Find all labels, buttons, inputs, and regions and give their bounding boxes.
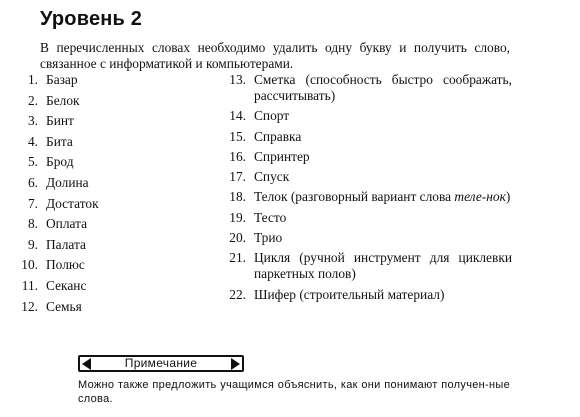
word-list-right <box>222 72 512 307</box>
item-number: 21. <box>229 250 246 266</box>
page-title: Уровень 2 <box>40 8 143 30</box>
item-word: Долина <box>46 174 89 190</box>
list-item <box>222 210 512 226</box>
list-item <box>14 134 214 155</box>
item-word: Достаток <box>46 195 99 211</box>
list-item <box>14 113 214 134</box>
item-number: 9. <box>27 236 38 252</box>
item-word: Секанс <box>46 277 87 293</box>
item-word: Бинт <box>46 113 74 129</box>
list-item <box>14 175 214 196</box>
list-item <box>14 237 214 258</box>
list-item <box>222 149 512 165</box>
item-number: 17. <box>229 169 246 185</box>
note-header-bar <box>78 355 244 372</box>
list-item <box>14 93 214 114</box>
item-number: 1. <box>27 72 38 87</box>
list-item <box>14 299 214 320</box>
item-word-italic: теле-нок <box>454 189 506 205</box>
item-number: 7. <box>27 195 38 211</box>
item-word: Спуск <box>254 169 290 185</box>
item-word: Белок <box>46 92 80 108</box>
list-item <box>14 278 214 299</box>
list-item <box>222 230 512 246</box>
item-word-close: ) <box>505 189 511 205</box>
list-item <box>14 257 214 278</box>
item-word: Цикля (ручной инструмент для циклевки паркетных полов) <box>254 250 512 282</box>
item-word: Бита <box>46 133 73 149</box>
item-word <box>254 189 512 205</box>
arrow-right-icon <box>231 358 240 370</box>
list-item <box>14 154 214 175</box>
list-item <box>222 108 512 124</box>
item-word: Тесто <box>254 209 287 225</box>
list-item <box>222 72 512 104</box>
list-item <box>14 196 214 217</box>
item-number: 12. <box>21 298 38 314</box>
item-number: 8. <box>27 216 38 232</box>
list-item <box>222 169 512 185</box>
item-word: Полюс <box>46 257 85 273</box>
list-item <box>222 129 512 145</box>
item-number: 14. <box>229 108 246 124</box>
item-number: 11. <box>21 277 38 293</box>
item-number: 10. <box>21 257 38 273</box>
list-item <box>14 72 214 93</box>
item-word: Брод <box>46 154 74 170</box>
list-item <box>222 287 512 303</box>
item-word: Спорт <box>254 108 290 124</box>
item-word: Базар <box>46 72 78 87</box>
note-label: Примечание <box>124 356 198 370</box>
item-number: 19. <box>229 209 246 225</box>
item-number: 16. <box>229 148 246 164</box>
item-word: Справка <box>254 128 302 144</box>
item-number: 18. <box>229 189 246 205</box>
item-word: Семья <box>46 298 82 314</box>
word-list-left <box>14 72 214 319</box>
task-instructions: В перечисленных словах необходимо удалить одну букву и получить слово, связанное с информатикой и компьютерами. <box>40 40 510 71</box>
item-number: 15. <box>229 128 246 144</box>
item-number: 13. <box>229 72 246 87</box>
list-item <box>14 216 214 237</box>
note-text: Можно также предложить учащимся объяснить, как они понимают получен-ные слова. <box>78 379 510 405</box>
item-word: Шифер (строительный материал) <box>254 286 445 302</box>
item-number: 22. <box>229 286 246 302</box>
item-word: Палата <box>46 236 86 252</box>
list-item <box>222 250 512 282</box>
item-word: Спринтер <box>254 148 310 164</box>
list-item <box>222 189 512 205</box>
arrow-left-icon <box>82 358 91 370</box>
item-number: 20. <box>229 230 246 246</box>
item-number: 2. <box>27 92 38 108</box>
item-number: 4. <box>27 133 38 149</box>
item-word: Оплата <box>46 216 88 232</box>
item-number: 3. <box>27 113 38 129</box>
item-word: Трио <box>254 230 283 246</box>
item-word: Сметка (способность быстро соображать, рассчитывать) <box>254 72 512 103</box>
item-number: 5. <box>27 154 38 170</box>
item-number: 6. <box>27 174 38 190</box>
item-word-main: Телок (разговорный вариант слова <box>254 189 455 205</box>
